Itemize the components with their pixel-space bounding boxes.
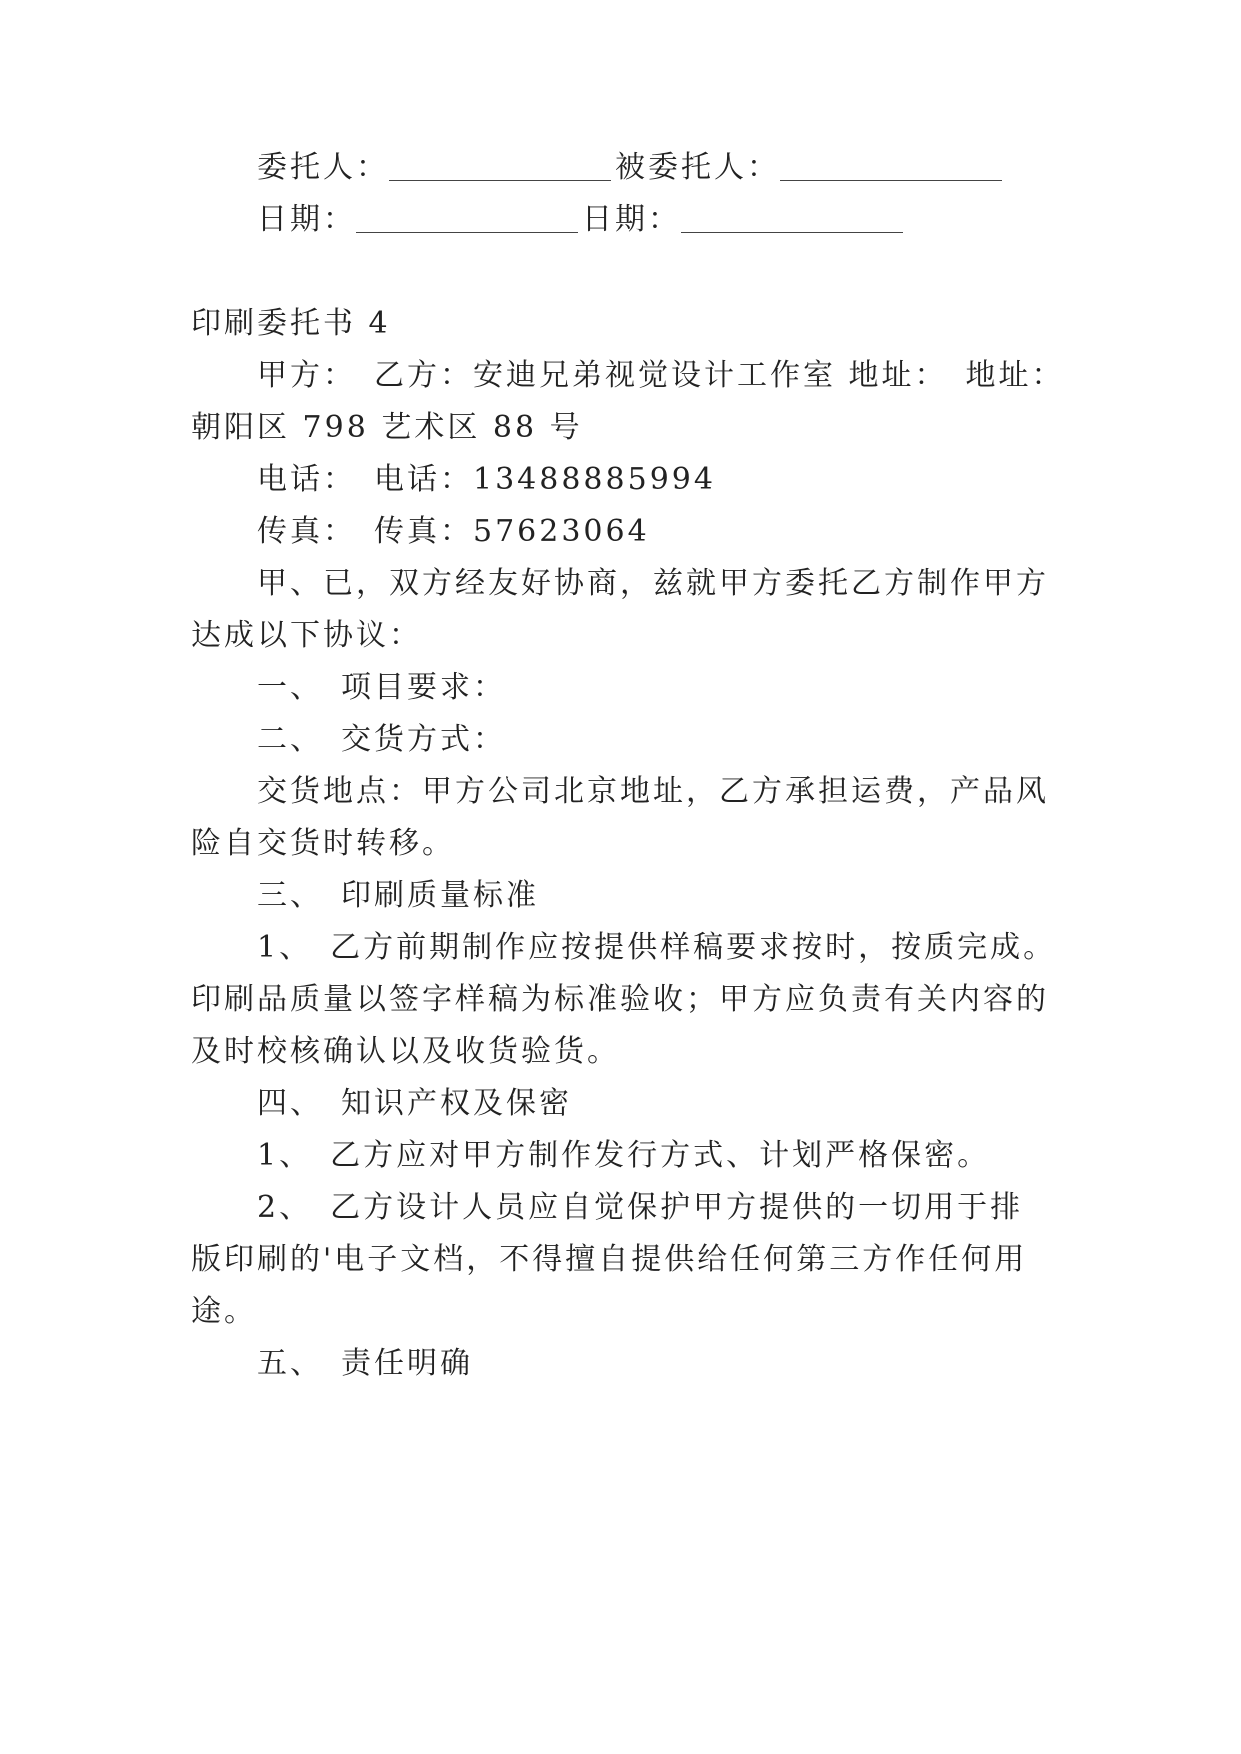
intro-line-2: 达成以下协议：: [191, 618, 422, 653]
section-heading-2: 二、 交货方式：: [257, 722, 506, 757]
quality-line-1: 1、 乙方前期制作应按提供样稿要求按时，按质完成。: [257, 930, 1057, 965]
date-blank-principal: [356, 204, 578, 233]
party-line-1: 甲方： 乙方：安迪兄弟视觉设计工作室 地址： 地址：: [257, 358, 1065, 393]
quality-line-3: 及时校核确认以及收货验货。: [191, 1034, 620, 1069]
fax-line: 传真： 传真：57623064: [257, 514, 650, 549]
section-heading-1: 一、 项目要求：: [257, 670, 506, 705]
signature-row-principal: [257, 148, 1137, 188]
quality-line-2: 印刷品质量以签字样稿为标准验收；甲方应负责有关内容的: [191, 982, 1049, 1017]
ip-line-1: 1、 乙方应对甲方制作发行方式、计划严格保密。: [257, 1138, 991, 1173]
section-heading-5: 五、 责任明确: [257, 1346, 473, 1381]
delivery-line-2: 险自交货时转移。: [191, 826, 455, 861]
date-label-agent: 日期：: [582, 202, 681, 237]
principal-label: 委托人：: [257, 150, 389, 185]
date-label-principal: 日期：: [257, 202, 356, 237]
principal-blank: [389, 152, 611, 181]
intro-line-1: 甲、已，双方经友好协商，兹就甲方委托乙方制作甲方: [257, 566, 1049, 601]
agent-blank: [780, 152, 1002, 181]
delivery-line-1: 交货地点：甲方公司北京地址，乙方承担运费，产品风: [257, 774, 1049, 809]
document-title: 印刷委托书 4: [191, 306, 391, 341]
ip-line-2a: 2、 乙方设计人员应自觉保护甲方提供的一切用于排: [257, 1190, 1024, 1225]
party-line-2: 朝阳区 798 艺术区 88 号: [191, 410, 583, 445]
section-heading-3: 三、 印刷质量标准: [257, 878, 539, 913]
section-heading-4: 四、 知识产权及保密: [257, 1086, 572, 1121]
agent-label: 被委托人：: [615, 150, 780, 185]
signature-row-date: [257, 200, 1137, 240]
ip-line-2b: 版印刷的'电子文档，不得擅自提供给任何第三方作任何用: [191, 1242, 1028, 1277]
date-blank-agent: [681, 204, 903, 233]
ip-line-2c: 途。: [191, 1294, 257, 1329]
phone-line: 电话： 电话：13488885994: [257, 462, 716, 497]
